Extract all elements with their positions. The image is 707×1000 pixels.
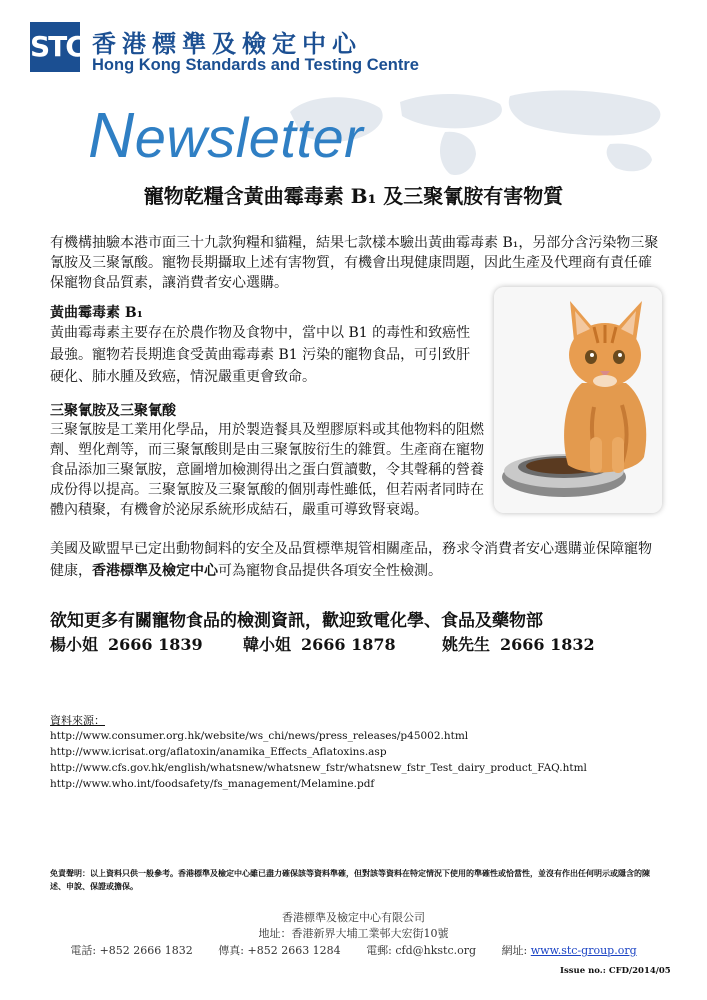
contact-item	[442, 632, 595, 655]
contact-phone: 2666 1832	[500, 635, 595, 654]
intro-paragraph: 有機構抽驗本港市面三十九款狗糧和貓糧，結果七款樣本驗出黃曲霉毒素 B₁，另部分含污染物三聚氰胺及三聚氰酸。寵物長期攝取上述有害物質，有機會出現健康問題，因此生產及代理商有責任確保寵物食品質素，讓消費者安心選購。	[50, 235, 659, 291]
logo	[30, 22, 84, 72]
contact-phone: 2666 1839	[108, 635, 203, 654]
contact-call-to-action: 欲知更多有關寵物食品的檢測資訊，歡迎致電化學、食品及藥物部	[50, 611, 543, 631]
footer-fax: 傳真: +852 2663 1284	[218, 944, 341, 957]
section-heading-aflatoxin: 黃曲霉毒素 B₁	[50, 305, 143, 321]
footer-address: 地址：香港新界大埔工業邨大宏街10號	[258, 927, 449, 940]
contact-phone: 2666 1878	[301, 635, 396, 654]
source-link[interactable]: http://www.icrisat.org/aflatoxin/anamika_Effects_Aflatoxins.asp	[50, 746, 387, 758]
source-link[interactable]: http://www.who.int/foodsafety/fs_management/Melamine.pdf	[50, 778, 375, 790]
org-name-en: Hong Kong Standards and Testing Centre	[92, 56, 419, 74]
footer-contact-line	[0, 942, 707, 958]
closing-paragraph	[50, 538, 660, 582]
footer-email[interactable]: 電郵: cfd@hkstc.org	[366, 944, 477, 957]
article-title: 寵物乾糧含黃曲霉毒素 B₁ 及三聚氰胺有害物質	[143, 184, 564, 208]
sources-label: 資料來源：	[50, 714, 105, 727]
newsletter-cap: N	[88, 99, 135, 171]
disclaimer: 免責聲明：以上資料只供一般參考。香港標準及檢定中心雖已盡力確保該等資料準確，但對該等資料在特定情況下使用的準確性或恰當性，並沒有作出任何明示或隱含的陳述、申說、保證或擔保。	[50, 868, 650, 891]
section-heading-melamine: 三聚氰胺及三聚氰酸	[50, 403, 176, 419]
contact-list	[50, 632, 670, 656]
newsletter-masthead	[88, 98, 363, 172]
closing-suffix: 可為寵物食品提供各項安全性檢測。	[218, 563, 442, 579]
footer-website-label: 網址:	[501, 944, 531, 957]
footer-website	[502, 944, 637, 957]
section-body-melamine: 三聚氰胺是工業用化學品，用於製造餐具及塑膠原料或其他物料的阻燃劑、塑化劑等，而三聚氰酸則是由三聚氰胺衍生的雜質。生產商在寵物食品添加三聚氰胺，意圖增加檢測得出之蛋白質讀數，令其聲稱的營養成份得以提高。三聚氰胺及三聚氰酸的個別毒性雖低，但若兩者同時在體內積聚，有機會於泌尿系統形成結石，嚴重可導致腎衰竭。	[50, 422, 484, 518]
contact-name: 韓小姐	[243, 635, 292, 654]
contact-item	[50, 632, 203, 655]
section-body-aflatoxin: 黃曲霉毒素主要存在於農作物及食物中，當中以 B1 的毒性和致癌性最強。寵物若長期進食受黃曲霉毒素 B1 污染的寵物食品，可引致肝硬化、肺水腫及致癌，情況嚴重更會致命。	[50, 325, 471, 385]
logo-letters: STC	[30, 30, 84, 63]
footer-company: 香港標準及檢定中心有限公司	[282, 911, 425, 924]
footer-phone: 電話: +852 2666 1832	[70, 944, 193, 957]
closing-org-name: 香港標準及檢定中心	[92, 563, 218, 579]
issue-number: Issue no.: CFD/2014/05	[560, 966, 671, 976]
source-link[interactable]: http://www.cfs.gov.hk/english/whatsnew/whatsnew_fstr/whatsnew_fstr_Test_dairy_product_FAQ.html	[50, 762, 587, 774]
sources-list	[50, 728, 587, 792]
org-name-zh: 香港標準及檢定中心	[92, 30, 362, 58]
contact-name: 楊小姐	[50, 635, 99, 654]
kitten-photo	[494, 287, 662, 513]
contact-name: 姚先生	[442, 635, 491, 654]
newsletter-rest: ewsletter	[134, 106, 364, 169]
footer-website-link[interactable]: www.stc-group.org	[530, 944, 637, 957]
kitten-illustration	[494, 287, 662, 513]
contact-item	[243, 632, 396, 655]
closing-prefix: 美國及歐盟早已定出動物飼料的安全及品質標準規管相關產品，務求令消費者安心選購並保障寵物健康，	[50, 541, 652, 579]
source-link[interactable]: http://www.consumer.org.hk/website/ws_chi/news/press_releases/p45002.html	[50, 730, 469, 742]
